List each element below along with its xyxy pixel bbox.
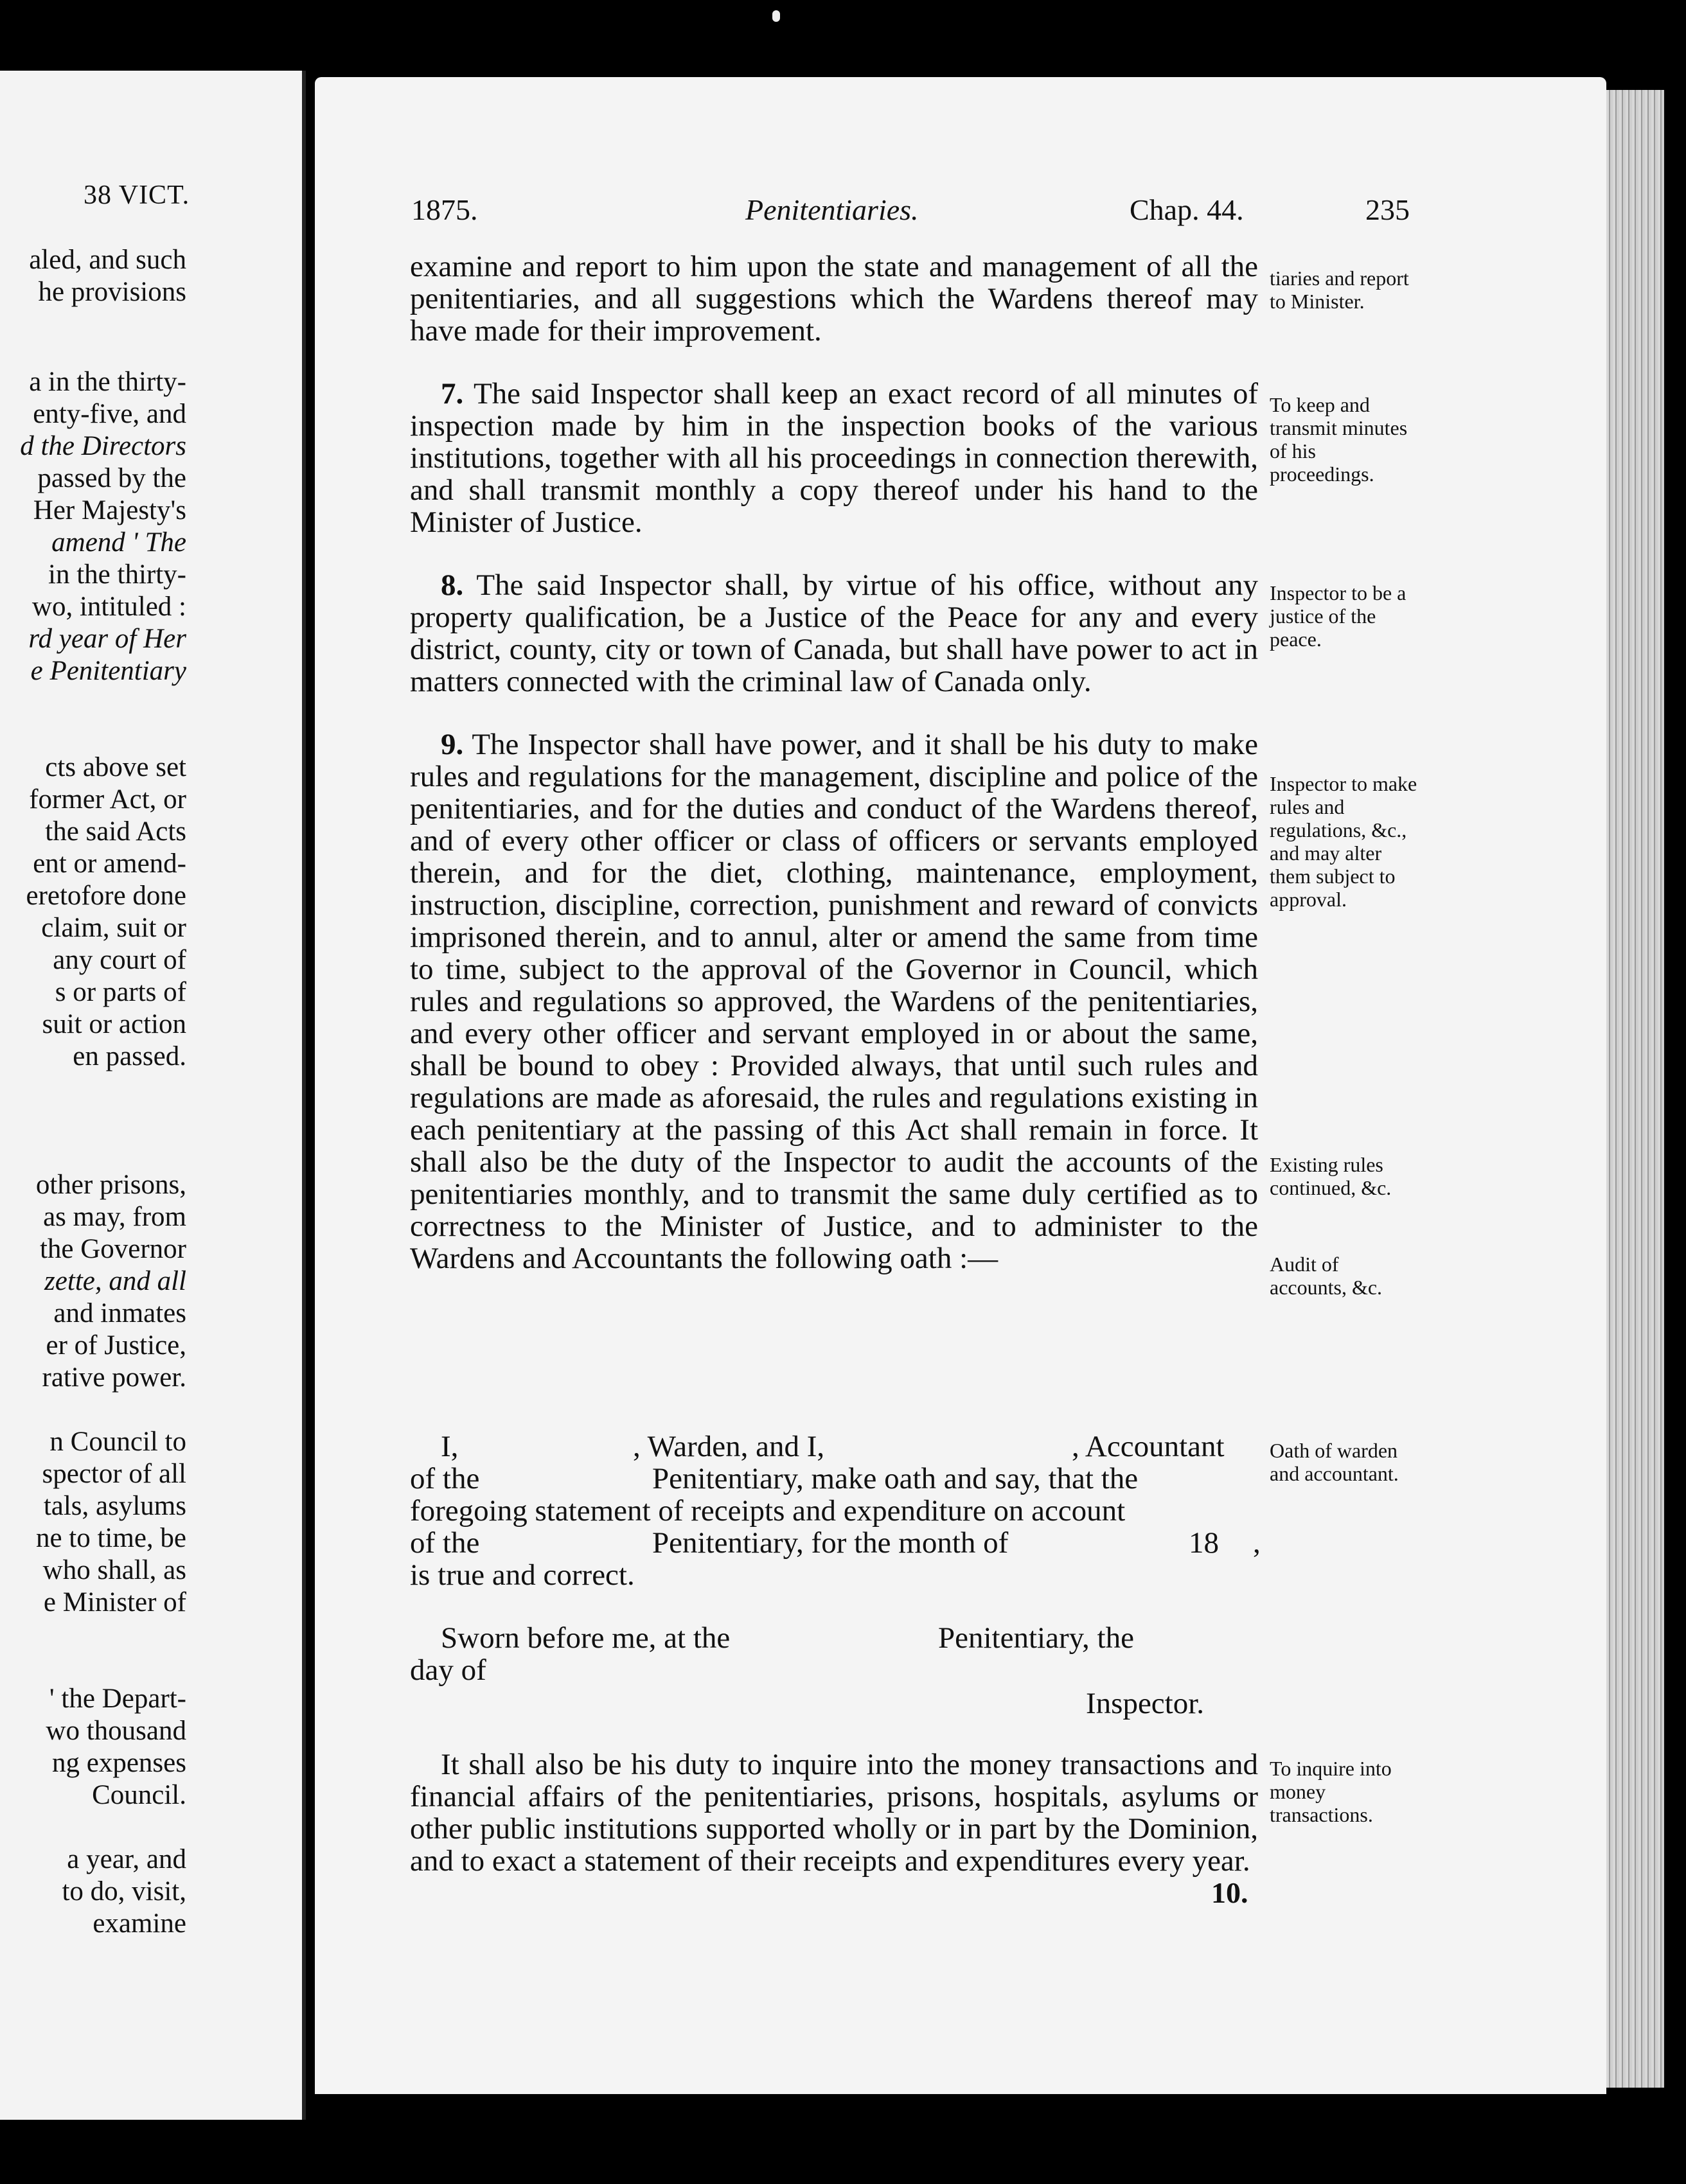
left-page-line: claim, suit or: [41, 913, 186, 943]
margin-note: To inquire into money transactions.: [1270, 1757, 1392, 1826]
oath-of-the-2: of the: [410, 1526, 480, 1560]
margin-note: tiaries and report to Minister.: [1270, 267, 1409, 313]
oath-year: 18: [1189, 1526, 1219, 1560]
main-text: [410, 251, 1258, 1274]
sworn-before: Sworn before me, at the: [441, 1621, 731, 1655]
oath-comma: ,: [1253, 1526, 1261, 1560]
left-page-line: e Penitentiary: [30, 656, 186, 686]
section-number: 7.: [441, 377, 464, 410]
left-page-line: in the thirty-: [48, 559, 186, 590]
oath-statement: foregoing statement of receipts and expenditure on account: [410, 1494, 1126, 1528]
oath-correct: is true and correct.: [410, 1558, 635, 1592]
page-number: 235: [1365, 193, 1410, 226]
left-page-line: er of Justice,: [46, 1330, 186, 1361]
section-text: The Inspector shall have power, and it shall be his duty to make rules and regulations for the management, discipline and police of the penitentiaries, and for the duties and conduct of the Wardens thereof, and of every other officer or class of officers or servants employed therein, and for the diet, clothing, maintenance, employment, instruction, discipline, correction, punishment and reward of convicts imprisoned therein, and to annul, alter or amend the same from time to time, subject to the approval of the Governor in Council, which rules and regulations so approved, the Wardens of the penitentiaries, and every other officer and servant employed in or about the same, shall be bound to obey : Provided always, that until such rules and regulations are made as aforesaid, the rules and regulations existing in each penitentiary at the passing of this Act shall remain in force. It shall also be the duty of the Inspector to audit the accounts of the penitentiaries monthly, and to transmit the same duly certified as to correctness to the Minister of Justice, and to administer to the Wardens and Accountants the following oath :—: [410, 728, 1258, 1275]
final-paragraph-block: [410, 1748, 1258, 1877]
left-page-line: e Minister of: [43, 1587, 186, 1617]
oath-month: Penitentiary, for the month of: [652, 1526, 1009, 1560]
left-page: [0, 71, 306, 2120]
margin-note: Audit of accounts, &c.: [1270, 1253, 1383, 1299]
left-page-line: zette, and all: [44, 1266, 186, 1296]
left-page-line: the Governor: [39, 1234, 186, 1264]
binding-speck: [772, 10, 780, 22]
oath-of-the: of the: [410, 1462, 480, 1495]
final-paragraph: It shall also be his duty to inquire into the money transactions and financial affairs of the penitentiaries, prisons, hospitals, asylums or other public institutions supported wholly or in part by the Dominion, and to exact a statement of their receipts and expenditures every year.: [410, 1748, 1258, 1878]
header-title: Penitentiaries.: [745, 193, 919, 226]
left-page-line: wo, intituled :: [31, 592, 186, 622]
left-page-line: eretofore done: [26, 881, 186, 911]
left-page-line: ' the Depart-: [49, 1684, 186, 1714]
left-page-line: d the Directors: [20, 431, 186, 461]
left-page-line: ne to time, be: [35, 1523, 186, 1553]
left-page-line: amend ' The: [51, 527, 186, 558]
inspector-signature: Inspector.: [1086, 1687, 1205, 1720]
section-8: [410, 569, 1258, 698]
left-page-line: a year, and: [67, 1844, 186, 1874]
catchword: 10.: [1211, 1876, 1248, 1909]
left-page-line: any court of: [53, 945, 186, 975]
section-number: 9.: [441, 728, 464, 761]
margin-note: Inspector to be a justice of the peace.: [1270, 581, 1406, 651]
margin-note: Existing rules continued, &c.: [1270, 1153, 1392, 1199]
left-page-line: Her Majesty's: [33, 495, 186, 525]
left-page-line: the said Acts: [45, 816, 186, 847]
margin-note: To keep and transmit minutes of his proceedings.: [1270, 393, 1408, 486]
left-page-line: suit or action: [42, 1009, 186, 1039]
left-page-line: passed by the: [37, 463, 186, 493]
oath-accountant: , Accountant: [1072, 1430, 1225, 1463]
left-page-line: and inmates: [53, 1298, 186, 1328]
left-page-line: s or parts of: [55, 977, 186, 1007]
header-chapter: Chap. 44.: [1130, 193, 1244, 226]
left-page-line: ent or amend-: [33, 849, 186, 879]
oath-warden: , Warden, and I,: [633, 1430, 825, 1463]
left-page-line: Council.: [92, 1780, 186, 1810]
section-9: [410, 728, 1258, 1274]
left-page-header: 38 VICT.: [84, 181, 190, 210]
left-page-line: n Council to: [49, 1427, 186, 1457]
left-page-line: ng expenses: [52, 1748, 186, 1778]
paragraph-continued: examine and report to him upon the state and management of all the penitentiaries, and all suggestions which the Wardens thereof may have made for their improvement.: [410, 250, 1258, 348]
left-page-line: examine: [93, 1908, 186, 1939]
left-page-line: tals, asylums: [43, 1491, 186, 1521]
left-page-line: en passed.: [73, 1041, 186, 1071]
left-page-line: wo thousand: [46, 1716, 186, 1746]
left-page-line: rative power.: [42, 1362, 186, 1393]
page-header: [411, 193, 1414, 231]
left-page-line: who shall, as: [42, 1555, 186, 1585]
section-number: 8.: [441, 568, 464, 602]
oath-penitentiary: Penitentiary, make oath and say, that the: [652, 1462, 1139, 1495]
margin-note: Oath of warden and accountant.: [1270, 1439, 1399, 1485]
left-page-line: he provisions: [38, 277, 186, 307]
left-page-line: enty-five, and: [33, 399, 186, 429]
left-page-line: spector of all: [42, 1459, 186, 1489]
left-page-line: aled, and such: [29, 245, 186, 275]
oath-i: I,: [441, 1430, 459, 1463]
section-text: The said Inspector shall, by virtue of his office, without any property qualification, be a Justice of the Peace for any and every district, county, city or town of Canada, but shall have power to act in matters connected with the criminal law of Canada only.: [410, 568, 1258, 698]
left-page-line: other prisons,: [35, 1170, 186, 1200]
left-page-line: cts above set: [45, 752, 186, 782]
sworn-day: day of: [410, 1653, 486, 1687]
section-7: [410, 378, 1258, 538]
left-page-line: to do, visit,: [62, 1876, 186, 1907]
left-page-line: a in the thirty-: [29, 367, 186, 397]
margin-note: Inspector to make rules and regulations, &c., and may alter them subject to approval.: [1270, 772, 1417, 911]
left-page-line: former Act, or: [29, 784, 186, 815]
left-page-line: rd year of Her: [28, 624, 186, 654]
section-text: The said Inspector shall keep an exact record of all minutes of inspection made by him in the inspection books of the various institutions, together with all his proceedings in connection therewith, and shall transmit monthly a copy thereof under his hand to the Minister of Justice.: [410, 377, 1258, 539]
page-edges: [1606, 90, 1664, 2088]
header-year: 1875.: [411, 193, 478, 226]
left-page-line: as may, from: [43, 1202, 186, 1232]
sworn-penitentiary: Penitentiary, the: [938, 1621, 1134, 1655]
